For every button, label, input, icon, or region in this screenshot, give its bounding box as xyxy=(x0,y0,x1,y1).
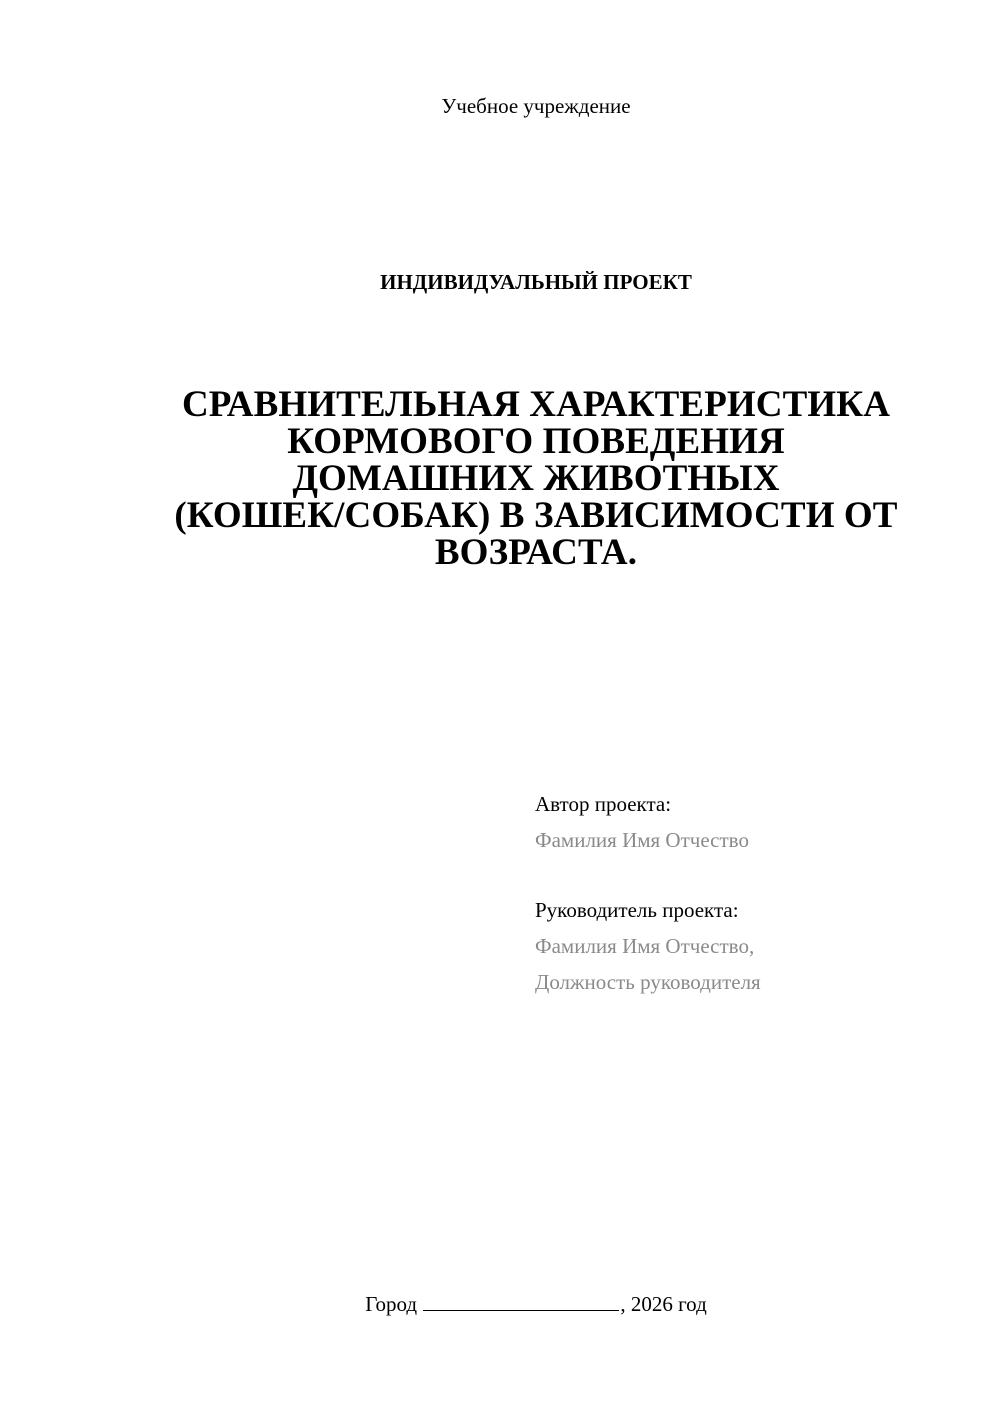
project-title xyxy=(150,386,922,571)
supervisor-position: Должность руководителя xyxy=(535,970,761,994)
project-title-line: КОРМОВОГО ПОВЕДЕНИЯ xyxy=(287,421,785,462)
supervisor-label: Руководитель проекта: xyxy=(535,898,739,922)
year-text: , 2026 год xyxy=(620,1292,707,1316)
author-block xyxy=(535,786,975,858)
project-title-line: (КОШЕК/СОБАК) В ЗАВИСИМОСТИ ОТ xyxy=(174,495,898,536)
project-title-line: ВОЗРАСТА. xyxy=(434,532,638,573)
document-type: ИНДИВИДУАЛЬНЫЙ ПРОЕКТ xyxy=(380,270,692,294)
city-label: Город xyxy=(365,1292,418,1316)
supervisor-name: Фамилия Имя Отчество, xyxy=(535,934,755,958)
institution-name: Учебное учреждение xyxy=(441,94,631,118)
author-label: Автор проекта: xyxy=(535,792,672,816)
project-title-line: ДОМАШНИХ ЖИВОТНЫХ xyxy=(292,458,780,499)
author-name: Фамилия Имя Отчество xyxy=(535,828,749,852)
project-title-line: СРАВНИТЕЛЬНАЯ ХАРАКТЕРИСТИКА xyxy=(181,384,891,425)
footer-city-year xyxy=(0,1290,1000,1318)
supervisor-block xyxy=(535,892,975,1000)
city-blank-line xyxy=(423,1290,619,1311)
